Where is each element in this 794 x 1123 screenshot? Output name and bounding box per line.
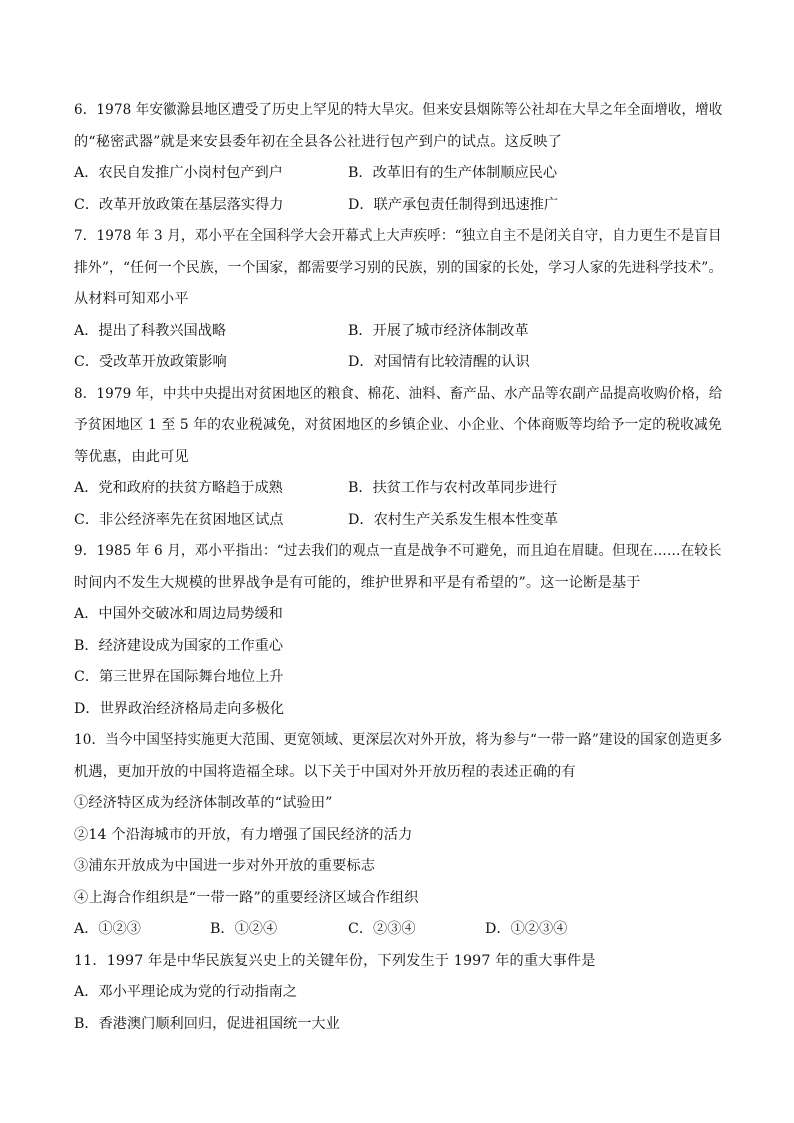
q10-option-a: A．①②③	[74, 921, 141, 937]
q7-option-c: C．受改革开放政策影响	[74, 354, 227, 370]
q9-option-a: A．中国外交破冰和周边局势缓和	[74, 606, 283, 622]
q7-stem-line-1: 7．1978 年 3 月，邓小平在全国科学大会开幕式上大声疾呼：“独立自主不是闭关自守，自力更生不是盲目	[74, 228, 722, 244]
q6-stem-line-2: 的“秘密武器”就是来安县委年初在全县各公社进行包产到户的试点。这反映了	[74, 134, 562, 150]
q10-option-d: D．①②③④	[485, 921, 568, 937]
q8-option-a: A．党和政府的扶贫方略趋于成熟	[74, 480, 283, 496]
q10-stem-line-1: 10．当今中国坚持实施更大范围、更宽领域、更深层次对外开放，将为参与“一带一路”建设的国家创造更多	[74, 732, 723, 748]
q11-option-a: A．邓小平理论成为党的行动指南之	[74, 984, 298, 1000]
q10-statement-3: ③浦东开放成为中国进一步对外开放的重要标志	[74, 858, 376, 874]
q8-stem-line-1: 8．1979 年，中共中央提出对贫困地区的粮食、棉花、油料、畜产品、水产品等农副产品提高收购价格，给	[74, 386, 723, 402]
q6-option-d: D．联产承包责任制得到迅速推广	[348, 197, 559, 213]
q7-stem-line-2: 排外”，“任何一个民族，一个国家，都需要学习别的民族，别的国家的长处，学习人家的先进科学技术”。	[74, 260, 723, 276]
q8-option-d: D．农村生产关系发生根本性变革	[348, 512, 559, 528]
q9-option-d: D．世界政治经济格局走向多极化	[74, 701, 285, 717]
q10-option-c: C．②③④	[348, 921, 416, 937]
q6-stem-line-1: 6．1978 年安徽滁县地区遭受了历史上罕见的特大旱灾。但来安县烟陈等公社却在大旱之年全面增收，增收	[74, 102, 723, 118]
q9-option-b: B．经济建设成为国家的工作重心	[74, 638, 284, 654]
q9-stem-line-2: 时间内不发生大规模的世界战争是有可能的，维护世界和平是有希望的”。这一论断是基于	[74, 575, 641, 591]
q8-option-b: B．扶贫工作与农村改革同步进行	[348, 480, 558, 496]
q7-stem-line-3: 从材料可知邓小平	[74, 291, 189, 307]
q10-stem-line-2: 机遇，更加开放的中国将造福全球。以下关于中国对外开放历程的表述正确的有	[74, 764, 576, 780]
q11-stem-line-1: 11．1997 年是中华民族复兴史上的关键年份，下列发生于 1997 年的重大事件是	[74, 953, 596, 969]
q7-option-a: A．提出了科教兴国战略	[74, 323, 227, 339]
q10-option-b: B．①②④	[210, 921, 278, 937]
q10-statement-2: ②14 个沿海城市的开放，有力增强了国民经济的活力	[74, 827, 413, 843]
q11-option-b: B．香港澳门顺利回归，促进祖国统一大业	[74, 1016, 340, 1032]
q8-option-c: C．非公经济率先在贫困地区试点	[74, 512, 284, 528]
q6-option-a: A．农民自发推广小岗村包产到户	[74, 165, 283, 181]
q10-statement-4: ④上海合作组织是“一带一路”的重要经济区域合作组织	[74, 890, 419, 906]
q9-option-c: C．第三世界在国际舞台地位上升	[74, 669, 284, 685]
q6-option-c: C．改革开放政策在基层落实得力	[74, 197, 284, 213]
q8-stem-line-2: 予贫困地区 1 至 5 年的农业税减免，对贫困地区的乡镇企业、小企业、个体商贩等均给予一定的税收减免	[74, 417, 722, 433]
q7-option-b: B．开展了城市经济体制改革	[348, 323, 529, 339]
q9-stem-line-1: 9．1985 年 6 月，邓小平指出：“过去我们的观点一直是战争不可避免，而且迫在眉睫。但现在……在较长	[74, 543, 722, 559]
q8-stem-line-3: 等优惠，由此可见	[74, 449, 189, 465]
q10-statement-1: ①经济特区成为经济体制改革的“试验田”	[74, 795, 333, 811]
q6-option-b: B．改革旧有的生产体制顺应民心	[348, 165, 558, 181]
q7-option-d: D．对国情有比较清醒的认识	[348, 354, 530, 370]
